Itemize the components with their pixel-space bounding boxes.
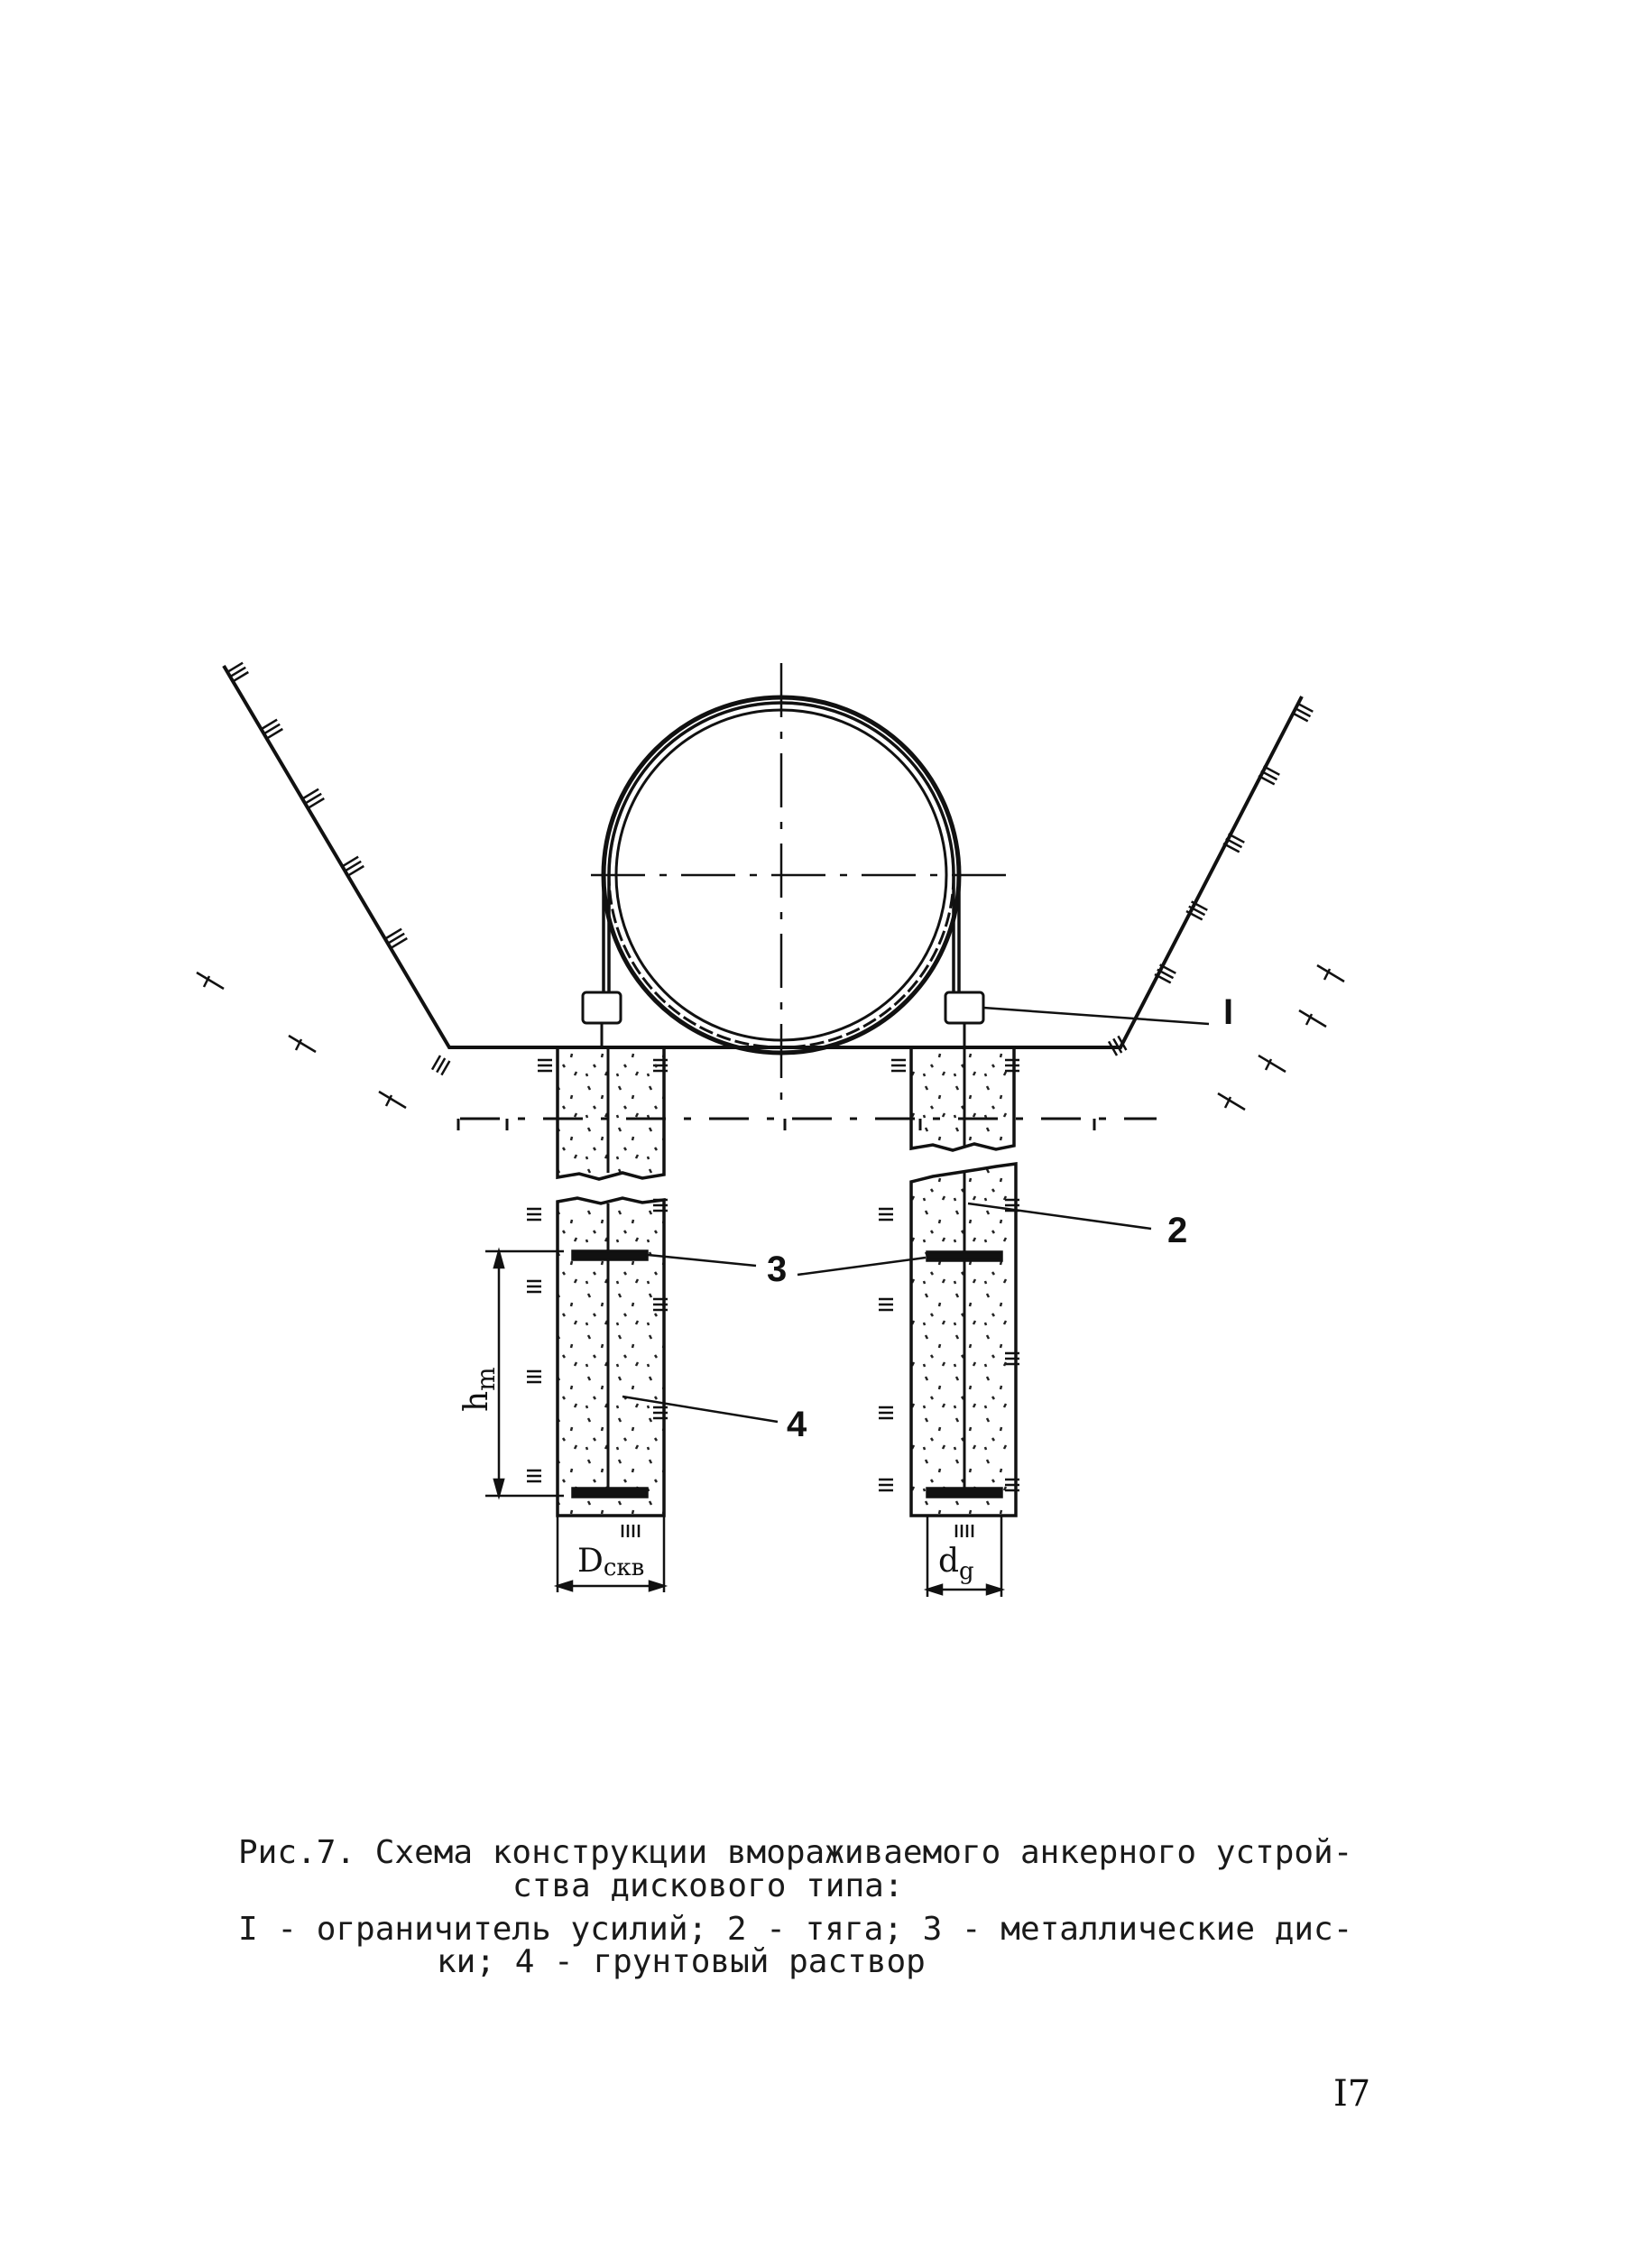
figure-caption-title-line1: Рис.7. Схема конструкции вмораживаемого анкерного устрой- <box>238 1834 1353 1871</box>
well-right-lower <box>911 1164 1016 1516</box>
label-grout: 4 <box>787 1405 807 1444</box>
hatch-mark <box>879 1299 893 1310</box>
trench-profile <box>224 666 1302 1047</box>
hatch-mark <box>527 1471 541 1481</box>
svg-text:hm: $h_m$ <box>458 1367 501 1412</box>
hatch-mark <box>891 1060 906 1071</box>
force-limiter-left <box>583 992 621 1023</box>
ground-mark <box>289 1036 316 1052</box>
hatch-mark <box>527 1371 541 1382</box>
ground-mark <box>1259 1056 1286 1072</box>
hatch-mark <box>527 1281 541 1292</box>
figure-caption-title-line2: ства дискового типа: <box>512 1867 904 1904</box>
ground-mark <box>379 1092 406 1108</box>
ground-mark <box>197 973 224 989</box>
label-height <box>458 1367 501 1412</box>
figure-legend-line1: I - ограничитель усилий; 2 - тяга; 3 - металлические дис- <box>238 1911 1353 1948</box>
disc-right-top <box>927 1252 1001 1260</box>
page-number: I7 <box>1333 2073 1371 2115</box>
ground-mark <box>1299 1010 1326 1027</box>
well-left-upper <box>558 1047 664 1179</box>
hatch-mark <box>527 1209 541 1220</box>
label-well-diameter: Dскв <box>577 1543 645 1581</box>
disc-left-top <box>573 1251 647 1259</box>
leader-disc-right <box>798 1258 926 1275</box>
label-rod: 2 <box>1167 1211 1188 1250</box>
well-right-upper <box>911 1047 1014 1150</box>
hatch-mark <box>538 1060 552 1071</box>
label-limiter: I <box>1223 992 1234 1032</box>
well-left-lower <box>558 1198 664 1516</box>
ground-mark <box>1317 965 1344 982</box>
hatch-mark <box>879 1209 893 1220</box>
ground-hatching <box>197 663 1344 1537</box>
ground-mark <box>1218 1093 1245 1110</box>
hatch-mark <box>956 1525 973 1537</box>
hatch-mark <box>879 1480 893 1490</box>
trench <box>224 666 1302 1047</box>
disc-left-bottom <box>573 1489 647 1497</box>
force-limiter-right <box>945 992 983 1023</box>
figure-legend-line2: ки; 4 - грунтовый раствор <box>437 1943 926 1980</box>
disc-right-bottom <box>927 1489 1001 1497</box>
label-discs: 3 <box>767 1249 788 1289</box>
hatch-mark <box>432 1056 449 1075</box>
pipe <box>591 663 1009 1111</box>
label-disc-diameter: $d_g$ <box>938 1543 974 1585</box>
hatch-mark <box>879 1407 893 1418</box>
leader-limiter <box>983 1008 1209 1024</box>
hatch-mark <box>622 1525 639 1537</box>
